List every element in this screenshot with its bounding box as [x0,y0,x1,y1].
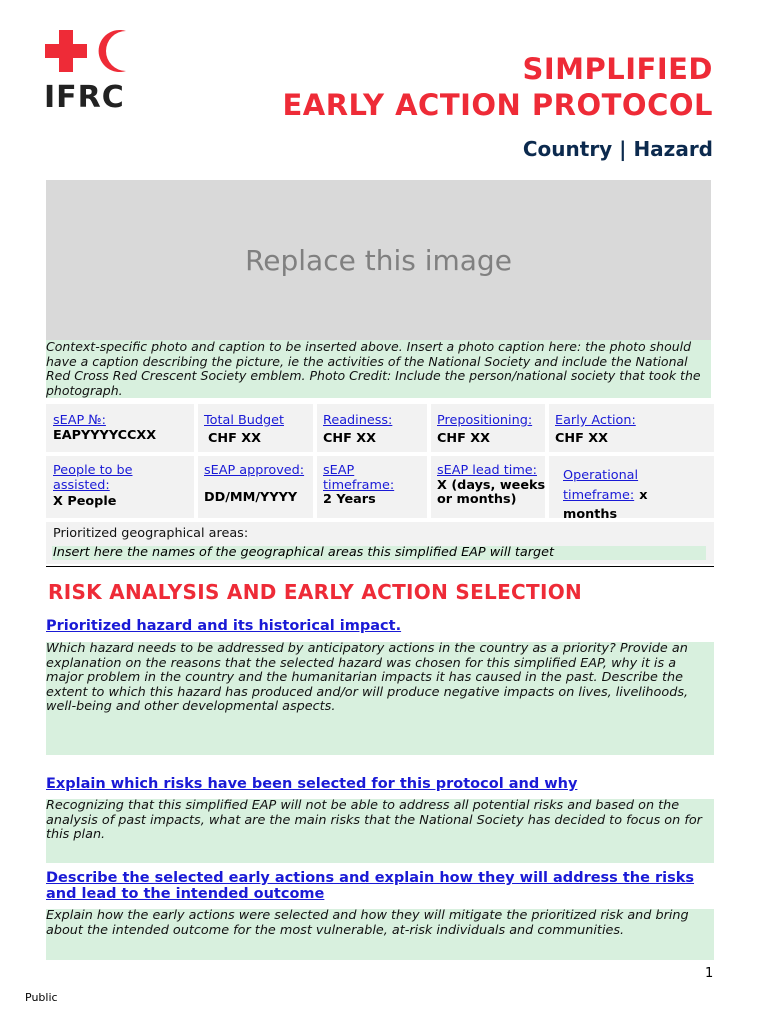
early-action-label[interactable]: Early Action: [555,413,636,428]
readiness-value: CHF XX [323,430,377,446]
approved-cell [198,456,313,518]
image-placeholder-text: Replace this image [245,243,512,277]
info-table [46,404,714,564]
approved-value: DD/MM/YYYY [204,489,298,505]
timeframe-cell [317,456,427,518]
timeframe-value: 2 Years [323,492,376,507]
early-action-cell [549,404,714,452]
q1-answer-box[interactable] [46,642,714,755]
q1-heading[interactable]: Prioritized hazard and its historical impact. [46,618,402,634]
budget-value: CHF XX [208,430,262,446]
people-value: X People [53,494,117,509]
q3-heading[interactable]: Describe the selected early actions and explain how they will address the risks and lead to the intended outcome [46,870,695,902]
q3-body: Explain how the early actions were selected and how they will mitigate the prioritized risk and bring about the intended outcome for the most vulnerable, at-risk individuals and communities. [46,908,689,938]
op-timeframe-cell [549,456,714,522]
ifrc-emblem-icon [44,30,144,76]
geo-areas-label: Prioritized geographical areas: [53,526,249,541]
readiness-label[interactable]: Readiness: [323,413,393,428]
footer-classification: Public [25,991,58,1004]
geo-areas-value[interactable] [52,546,706,560]
prepositioning-value: CHF XX [437,430,491,446]
page-number: 1 [705,966,714,981]
seap-number-value: EAPYYYYCCXX [53,427,157,443]
readiness-cell [317,404,427,452]
section-heading: RISK ANALYSIS AND EARLY ACTION SELECTION [48,580,583,604]
people-label[interactable]: People to be assisted: [53,463,133,493]
lead-time-value: X (days, weeks or months) [437,477,546,507]
geo-areas-text: Insert here the names of the geographical areas this simplified EAP will target [53,545,555,560]
q1-body: Which hazard needs to be addressed by anticipatory actions in the country as a priority? Provide an explanation on the reasons that the selected hazard was chosen for this simplified EAP, why it is a major problem in the country and the humanitarian impacts it has caused in the past. Describe the extent to which this hazard has produced and/or will produce negative impacts on lives, livelihoods, well-being and other developmental aspects. [46,641,689,714]
document-title-line2: EARLY ACTION PROTOCOL [282,88,713,122]
seap-number-label[interactable]: sEAP №: [53,413,106,428]
early-action-value: CHF XX [555,430,609,446]
document-subtitle: Country | Hazard [522,137,713,161]
prepositioning-cell [431,404,545,452]
lead-time-cell [431,456,545,518]
geo-areas-cell [46,522,714,564]
q3-answer-box[interactable] [46,909,714,960]
q2-heading[interactable]: Explain which risks have been selected for this protocol and why [46,776,578,792]
photo-caption: Context-specific photo and caption to be inserted above. Insert a photo caption here: the photo should have a caption describing the picture, ie the activities of the National Society and include the National Red Cross Red Crescent Society emblem. Photo Credit: Include the person/national society that took the photograph. [46,340,711,398]
lead-time-label[interactable]: sEAP lead time: [437,463,537,478]
op-timeframe-value: x months [563,487,648,522]
divider [46,566,714,567]
image-placeholder[interactable] [46,180,711,340]
budget-label[interactable]: Total Budget [204,413,284,428]
ifrc-logo-text: IFRC [44,80,125,115]
seap-number-cell [46,404,194,452]
approved-label[interactable]: sEAP approved: [204,463,305,478]
op-timeframe-label[interactable]: Operational timeframe: [563,468,639,503]
people-cell [46,456,194,518]
prepositioning-label[interactable]: Prepositioning: [437,413,533,428]
timeframe-label[interactable]: sEAP timeframe: [323,463,395,493]
document-title-line1: SIMPLIFIED [522,52,713,86]
budget-cell [198,404,313,452]
q2-answer-box[interactable] [46,799,714,863]
q2-body: Recognizing that this simplified EAP will not be able to address all potential risks and based on the analysis of past impacts, what are the main risks that the National Society has decided to focus on for this plan. [46,798,702,842]
